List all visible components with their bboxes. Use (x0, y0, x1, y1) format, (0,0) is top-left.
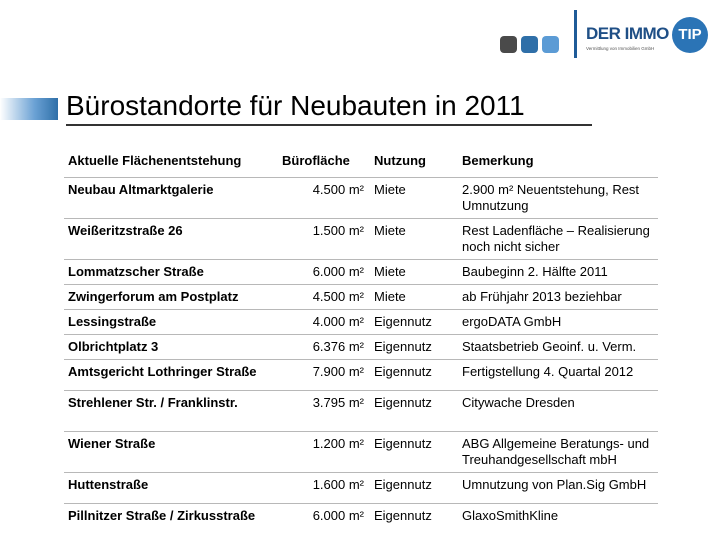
cell-location: Strehlener Str. / Franklinstr. (64, 391, 278, 432)
cell-usage: Miete (370, 285, 458, 310)
logo-dot-dark (500, 36, 517, 53)
logo-dot-light (542, 36, 559, 53)
cell-remark: Umnutzung von Plan.Sig GmbH (458, 473, 658, 504)
logo-subline: Vermittlung von Immobilien GmbH (586, 46, 655, 51)
cell-area: 6.000 m² (312, 508, 364, 523)
cell-remark: ABG Allgemeine Beratungs- und Treuhandgesellschaft mbH (458, 432, 658, 473)
cell-area: 1.200 m² (278, 432, 370, 473)
cell-area: 4.000 m² (278, 310, 370, 335)
company-logo (500, 10, 712, 60)
cell-remark: Rest Ladenfläche – Realisierung noch nicht sicher (458, 219, 658, 260)
cell-area: 7.900 m² (278, 360, 370, 391)
cell-usage: Eigennutz (370, 310, 458, 335)
office-locations-table (64, 148, 658, 528)
cell-location: Lommatzscher Straße (64, 260, 278, 285)
table-row (64, 219, 658, 260)
table-row (64, 178, 658, 219)
cell-location: Neubau Altmarktgalerie (64, 178, 278, 219)
cell-remark: Fertigstellung 4. Quartal 2012 (458, 360, 658, 391)
logo-tip-badge: TIP (672, 17, 708, 53)
cell-area: 6.376 m² (278, 335, 370, 360)
cell-location: Zwingerforum am Postplatz (64, 285, 278, 310)
cell-remark: 2.900 m² Neuentstehung, Rest Umnutzung (458, 178, 658, 219)
table-row (64, 360, 658, 391)
table-row (64, 285, 658, 310)
cell-usage: Miete (370, 219, 458, 260)
cell-usage: Eigennutz (374, 508, 432, 523)
cell-location: Weißeritzstraße 26 (64, 219, 278, 260)
cell-location: Huttenstraße (64, 473, 278, 504)
logo-name: DER IMMO (586, 24, 669, 43)
cell-remark: Citywache Dresden (458, 391, 658, 432)
cell-remark: ab Frühjahr 2013 beziehbar (458, 285, 658, 310)
cell-area: 4.500 m² (278, 178, 370, 219)
header-remark: Bemerkung (458, 148, 658, 178)
cell-area: 4.500 m² (278, 285, 370, 310)
cell-usage: Eigennutz (370, 473, 458, 504)
title-accent-bar (0, 98, 58, 120)
logo-dot-mid (521, 36, 538, 53)
cell-usage: Miete (370, 260, 458, 285)
table-row (64, 335, 658, 360)
table-row (64, 260, 658, 285)
title-underline (66, 124, 592, 126)
cell-location: Amtsgericht Lothringer Straße (64, 360, 278, 391)
cell-area: 1.500 m² (278, 219, 370, 260)
header-location: Aktuelle Flächenentstehung (64, 148, 278, 178)
cell-usage: Eigennutz (370, 391, 458, 432)
header-usage: Nutzung (370, 148, 458, 178)
cell-usage: Miete (370, 178, 458, 219)
table-row (64, 473, 658, 504)
cell-area: 1.600 m² (278, 473, 370, 504)
cell-location: Olbrichtplatz 3 (64, 335, 278, 360)
page-title: Bürostandorte für Neubauten in 2011 (66, 90, 525, 121)
table-row (64, 504, 658, 529)
cell-location: Wiener Straße (64, 432, 278, 473)
cell-usage: Eigennutz (370, 432, 458, 473)
table-row (64, 432, 658, 473)
cell-usage: Eigennutz (370, 360, 458, 391)
cell-remark: GlaxoSmithKline (462, 508, 559, 523)
cell-usage: Eigennutz (370, 335, 458, 360)
cell-area: 3.795 m² (278, 391, 370, 432)
table-header-row (64, 148, 658, 178)
cell-remark: Baubeginn 2. Hälfte 2011 (458, 260, 658, 285)
table-row (64, 310, 658, 335)
cell-area: 6.000 m² (278, 260, 370, 285)
header-area: Bürofläche (278, 148, 370, 178)
table-row (64, 391, 658, 432)
cell-location: Lessingstraße (64, 310, 278, 335)
cell-location: Pillnitzer Straße / Zirkusstraße (68, 508, 256, 523)
cell-remark: ergoDATA GmbH (458, 310, 658, 335)
cell-remark: Staatsbetrieb Geoinf. u. Verm. (458, 335, 658, 360)
logo-divider (574, 10, 577, 58)
